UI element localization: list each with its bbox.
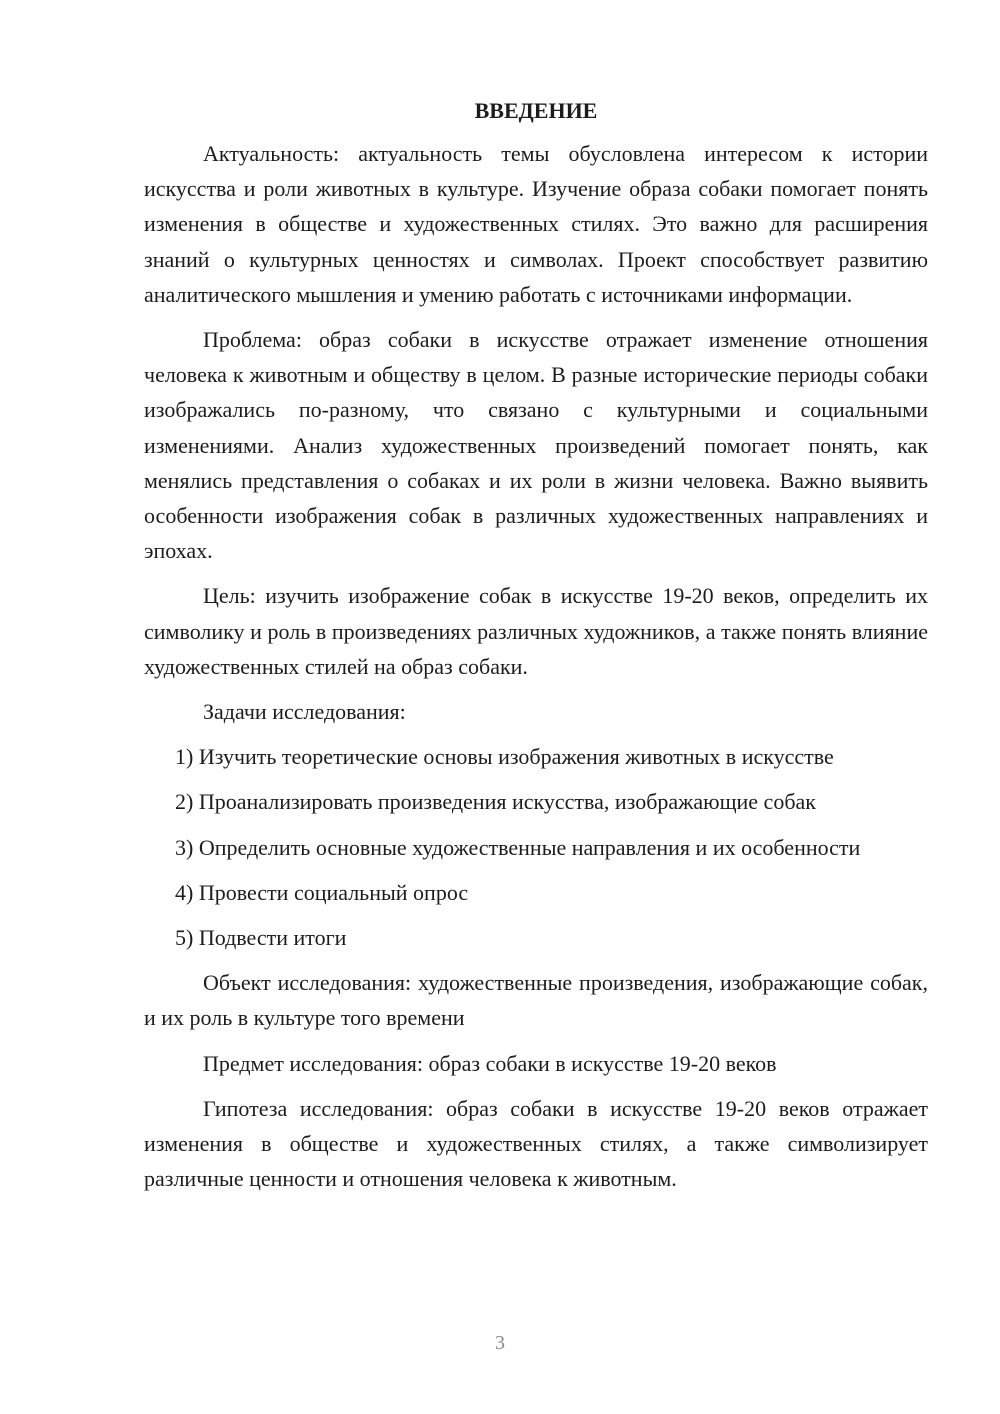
- hypothesis-paragraph: Гипотеза исследования: образ собаки в искусстве 19-20 веков отражает изменения в обществе и художественных стилях, а также символизирует различные ценности и отношения человека к животным.: [144, 1095, 928, 1192]
- page-body: [144, 96, 928, 1206]
- page-number: 3: [495, 1332, 505, 1354]
- object-paragraph: Объект исследования: художественные произведения, изображающие собак, и их роль в культуре того времени: [144, 970, 928, 1031]
- relevance-paragraph: Актуальность: актуальность темы обусловлена интересом к истории искусства и роли животных в культуре. Изучение образа собаки помогает понять изменения в обществе и художественных стилях. Это важно для расширения знаний о культурных ценностях и символах. Проект способствует развитию аналитического мышления и умению работать с источниками информации.: [144, 141, 928, 307]
- task-item-5: 5) Подвести итоги: [175, 925, 347, 951]
- problem-paragraph: Проблема: образ собаки в искусстве отражает изменение отношения человека к животным и обществу в целом. В разные исторические периоды собаки изображались по-разному, что связано с культурными и социальными изменениями. Анализ художественных произведений помогает понять, как менялись представления о собаках и их роли в жизни человека. Важно выявить особенности изображения собак в различных художественных направлениях и эпохах.: [144, 327, 928, 564]
- tasks-heading: Задачи исследования:: [203, 699, 406, 725]
- subject-paragraph: Предмет исследования: образ собаки в искусстве 19-20 веков: [203, 1050, 777, 1076]
- task-item-3: 3) Определить основные художественные направления и их особенности: [175, 834, 861, 860]
- task-item-4: 4) Провести социальный опрос: [175, 879, 469, 905]
- goal-paragraph: Цель: изучить изображение собак в искусстве 19-20 веков, определить их символику и роль в произведениях различных художников, а также понять влияние художественных стилей на образ собаки.: [144, 583, 928, 679]
- task-item-2: 2) Проанализировать произведения искусства, изображающие собак: [175, 789, 816, 815]
- task-item-1: 1) Изучить теоретические основы изображения животных в искусстве: [175, 744, 834, 770]
- section-heading: ВВЕДЕНИЕ: [474, 98, 598, 123]
